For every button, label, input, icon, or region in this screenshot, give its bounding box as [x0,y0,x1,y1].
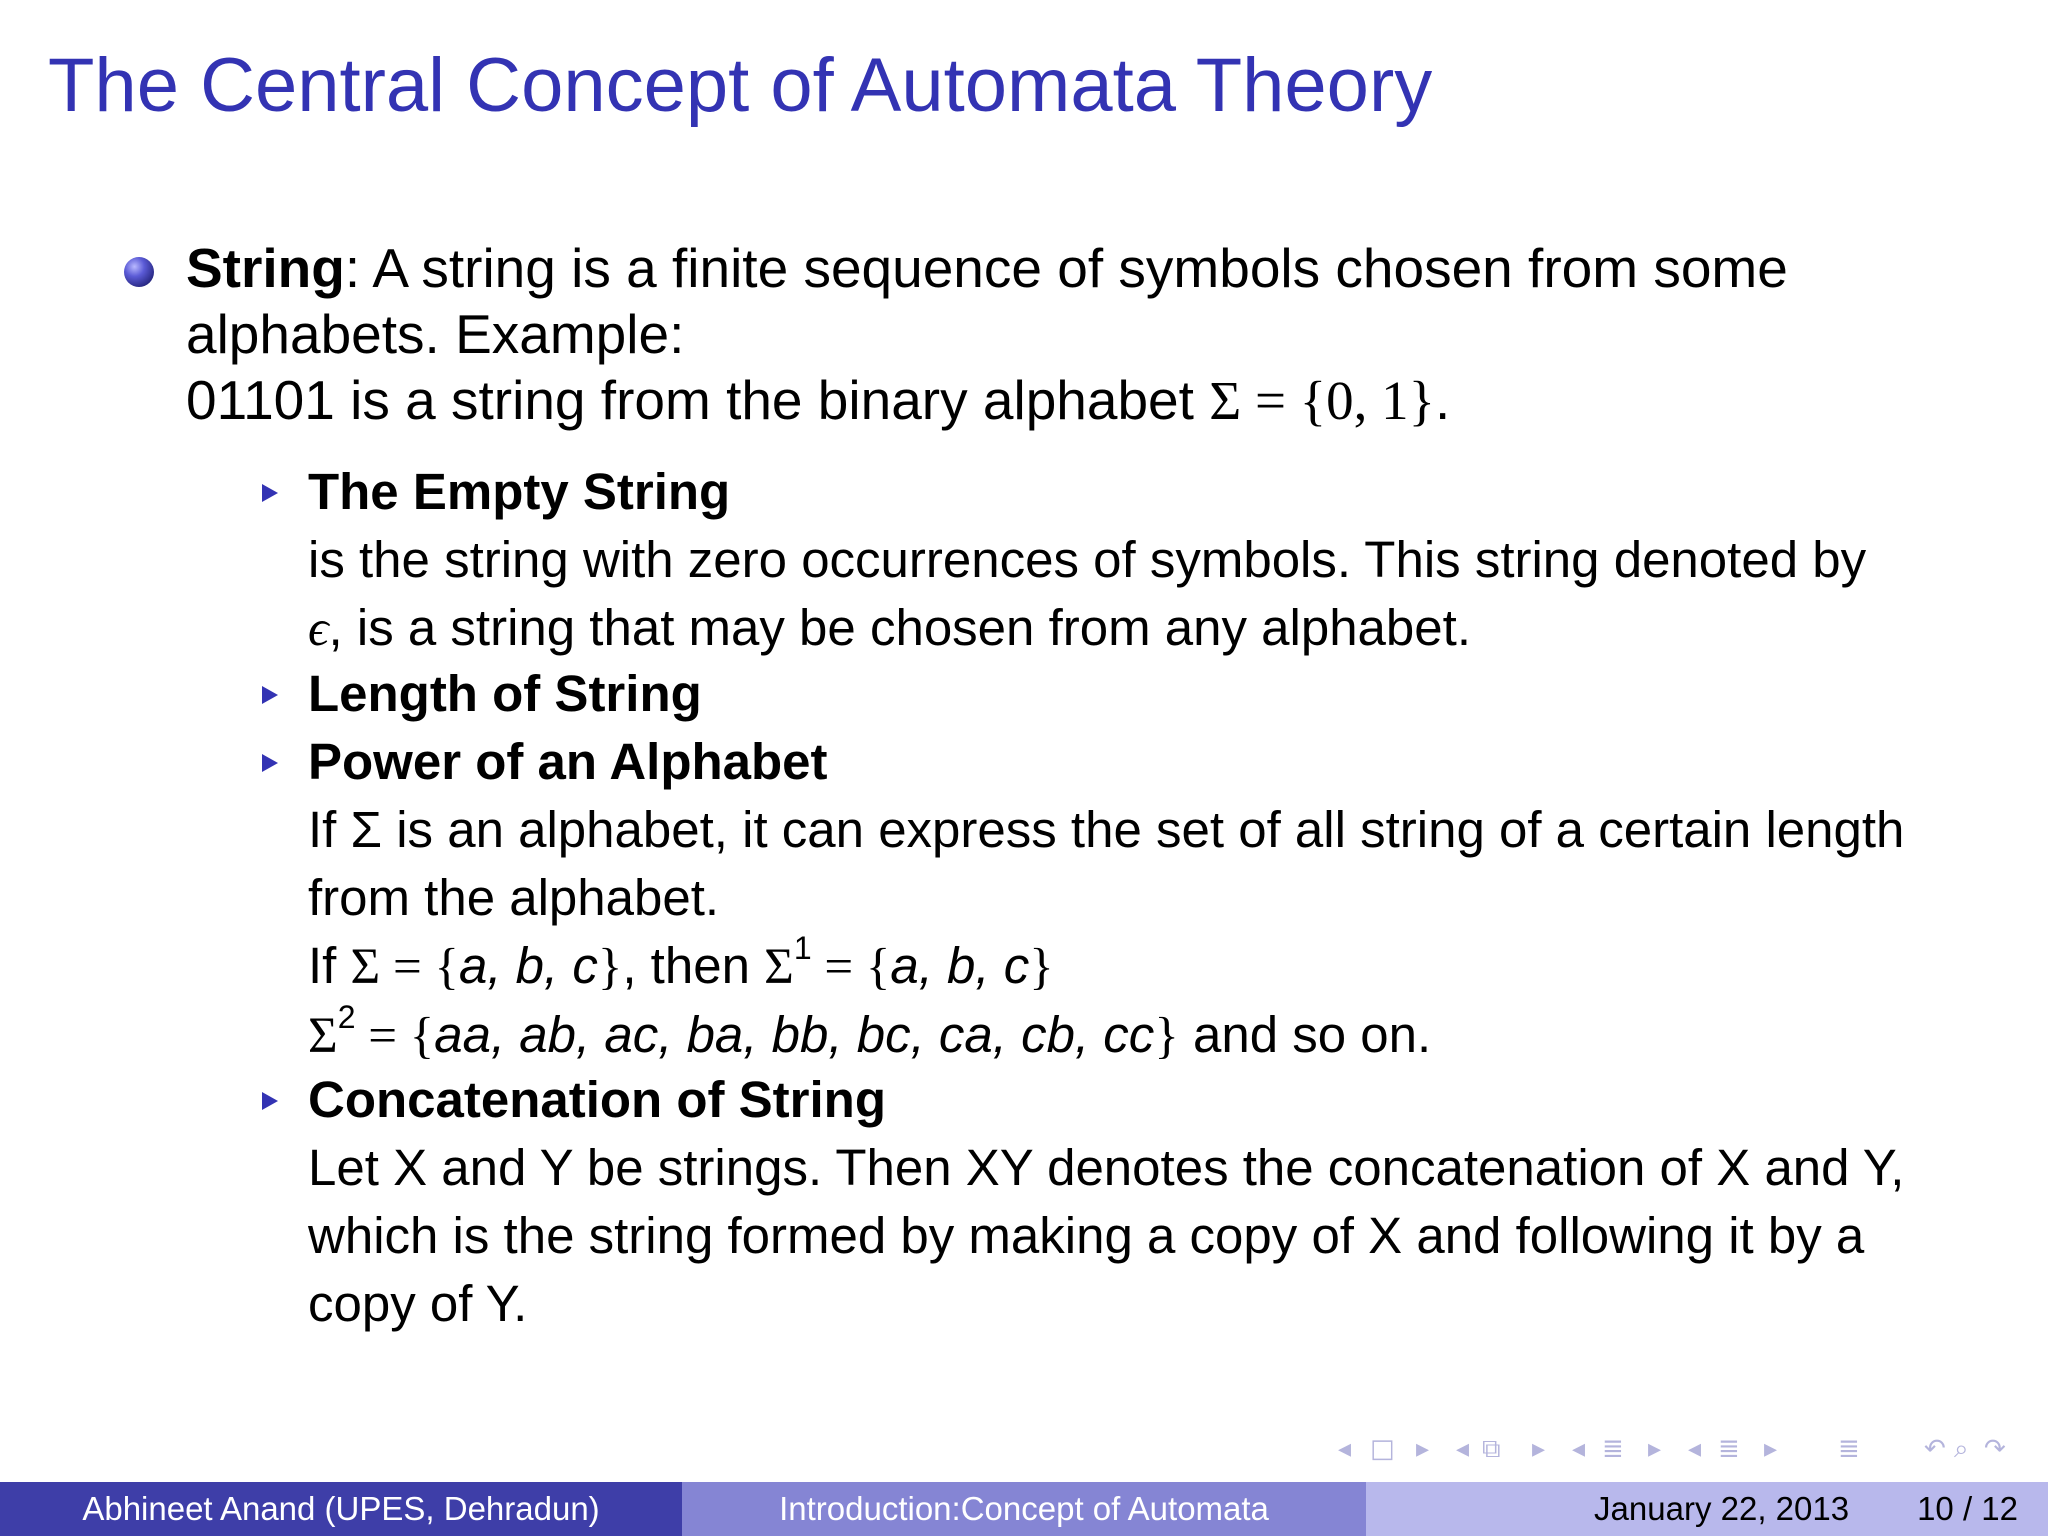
power-sigma-eq: Σ = { [350,939,459,995]
power-eq: = { [811,939,891,995]
power-eq2: = { [355,1008,435,1064]
power-line3 [308,932,2028,1001]
power-sup2: 2 [337,999,356,1035]
footer-right [1366,1482,2048,1536]
string-example-suffix: . [1435,369,1451,431]
nav-prev-icon[interactable]: ◂ [1456,1434,1470,1464]
concatenation-line1: Let X and Y be strings. Then XY denotes the concatenation of X and Y, [308,1139,1905,1196]
empty-string-item [308,458,2028,663]
nav-prev-icon[interactable]: ◂ [1572,1434,1586,1464]
power-sup1: 1 [793,930,812,966]
concatenation-line3: copy of Y. [308,1275,528,1332]
string-def-line1: : A string is a finite sequence of symbols chosen from some [344,237,1788,299]
string-definition [186,233,2026,436]
epsilon-symbol: ϵ [308,601,329,657]
concatenation-heading: Concatenation of String [308,1071,886,1128]
nav-prev-icon[interactable]: ◂ [1688,1434,1702,1464]
string-example-prefix: 01101 is a string from the binary alphabet [186,369,1210,431]
power-close-2: } [1029,939,1054,995]
length-of-string-heading: Length of String [308,665,702,722]
power-close-pairs: } [1154,1008,1179,1064]
length-of-string-item [308,660,2028,728]
forward-icon[interactable]: ↷ [1984,1434,2006,1464]
power-of-alphabet-heading: Power of an Alphabet [308,733,828,790]
power-line1: If Σ is an alphabet, it can express the set of all string of a certain length [308,801,1905,858]
search-icon[interactable]: ⌕ [1954,1434,1969,1464]
power-tail: and so on. [1178,1006,1432,1063]
concatenation-item [308,1066,2028,1338]
footer-short-title: Introduction:Concept of Automata [682,1482,1366,1536]
power-set-abc-2: a, b, c [890,937,1030,994]
bullet-triangle-icon [262,484,278,502]
bullet-triangle-icon [262,686,278,704]
empty-string-line1: is the string with zero occurrences of symbols. This string denoted by [308,531,1867,588]
frame-icon[interactable]: □ [1370,1434,1395,1464]
nav-prev-icon[interactable]: ◂ [1338,1434,1352,1464]
power-line4 [308,1001,2028,1070]
nav-next-icon[interactable]: ▸ [1416,1434,1430,1464]
binary-alphabet-math: Σ = {0, 1} [1209,370,1436,431]
power-close: } [597,939,623,995]
power-set-abc: a, b, c [458,937,598,994]
subsection-icon[interactable]: ≣ [1602,1434,1624,1464]
string-def-line2: alphabets. Example: [186,303,685,365]
power-sigma1: Σ [764,939,794,995]
nav-next-icon[interactable]: ▸ [1648,1434,1662,1464]
power-if: If [308,937,351,994]
power-of-alphabet-item [308,728,2028,1070]
nav-next-icon[interactable]: ▸ [1532,1434,1546,1464]
power-set-pairs: aa, ab, ac, ba, bb, bc, ca, cb, cc [434,1006,1155,1063]
power-then: , then [622,937,765,994]
footer-page-number: 10 / 12 [1917,1490,2018,1527]
slide-title: The Central Concept of Automata Theory [48,43,1433,128]
bullet-triangle-icon [262,1092,278,1110]
power-sigma2: Σ [308,1008,338,1064]
footer-author: Abhineet Anand (UPES, Dehradun) [0,1482,682,1536]
frames-icon[interactable]: ⧉ [1482,1434,1501,1464]
concatenation-line2: which is the string formed by making a copy of X and following it by a [308,1207,1865,1264]
bullet-triangle-icon [262,754,278,772]
section-icon[interactable]: ≣ [1718,1434,1740,1464]
navigation-bar [1330,1434,2030,1470]
doc-icon[interactable]: ≣ [1838,1434,1860,1464]
back-icon[interactable]: ↶ [1924,1434,1946,1464]
footer-bar [0,1482,2048,1536]
footer-date: January 22, 2013 [1594,1490,1850,1527]
string-term: String [186,237,345,299]
empty-string-heading: The Empty String [308,463,731,520]
power-line2: from the alphabet. [308,869,720,926]
empty-string-line2: , is a string that may be chosen from any alphabet. [328,599,1471,656]
nav-next-icon[interactable]: ▸ [1764,1434,1778,1464]
bullet-ball-icon [124,257,154,287]
